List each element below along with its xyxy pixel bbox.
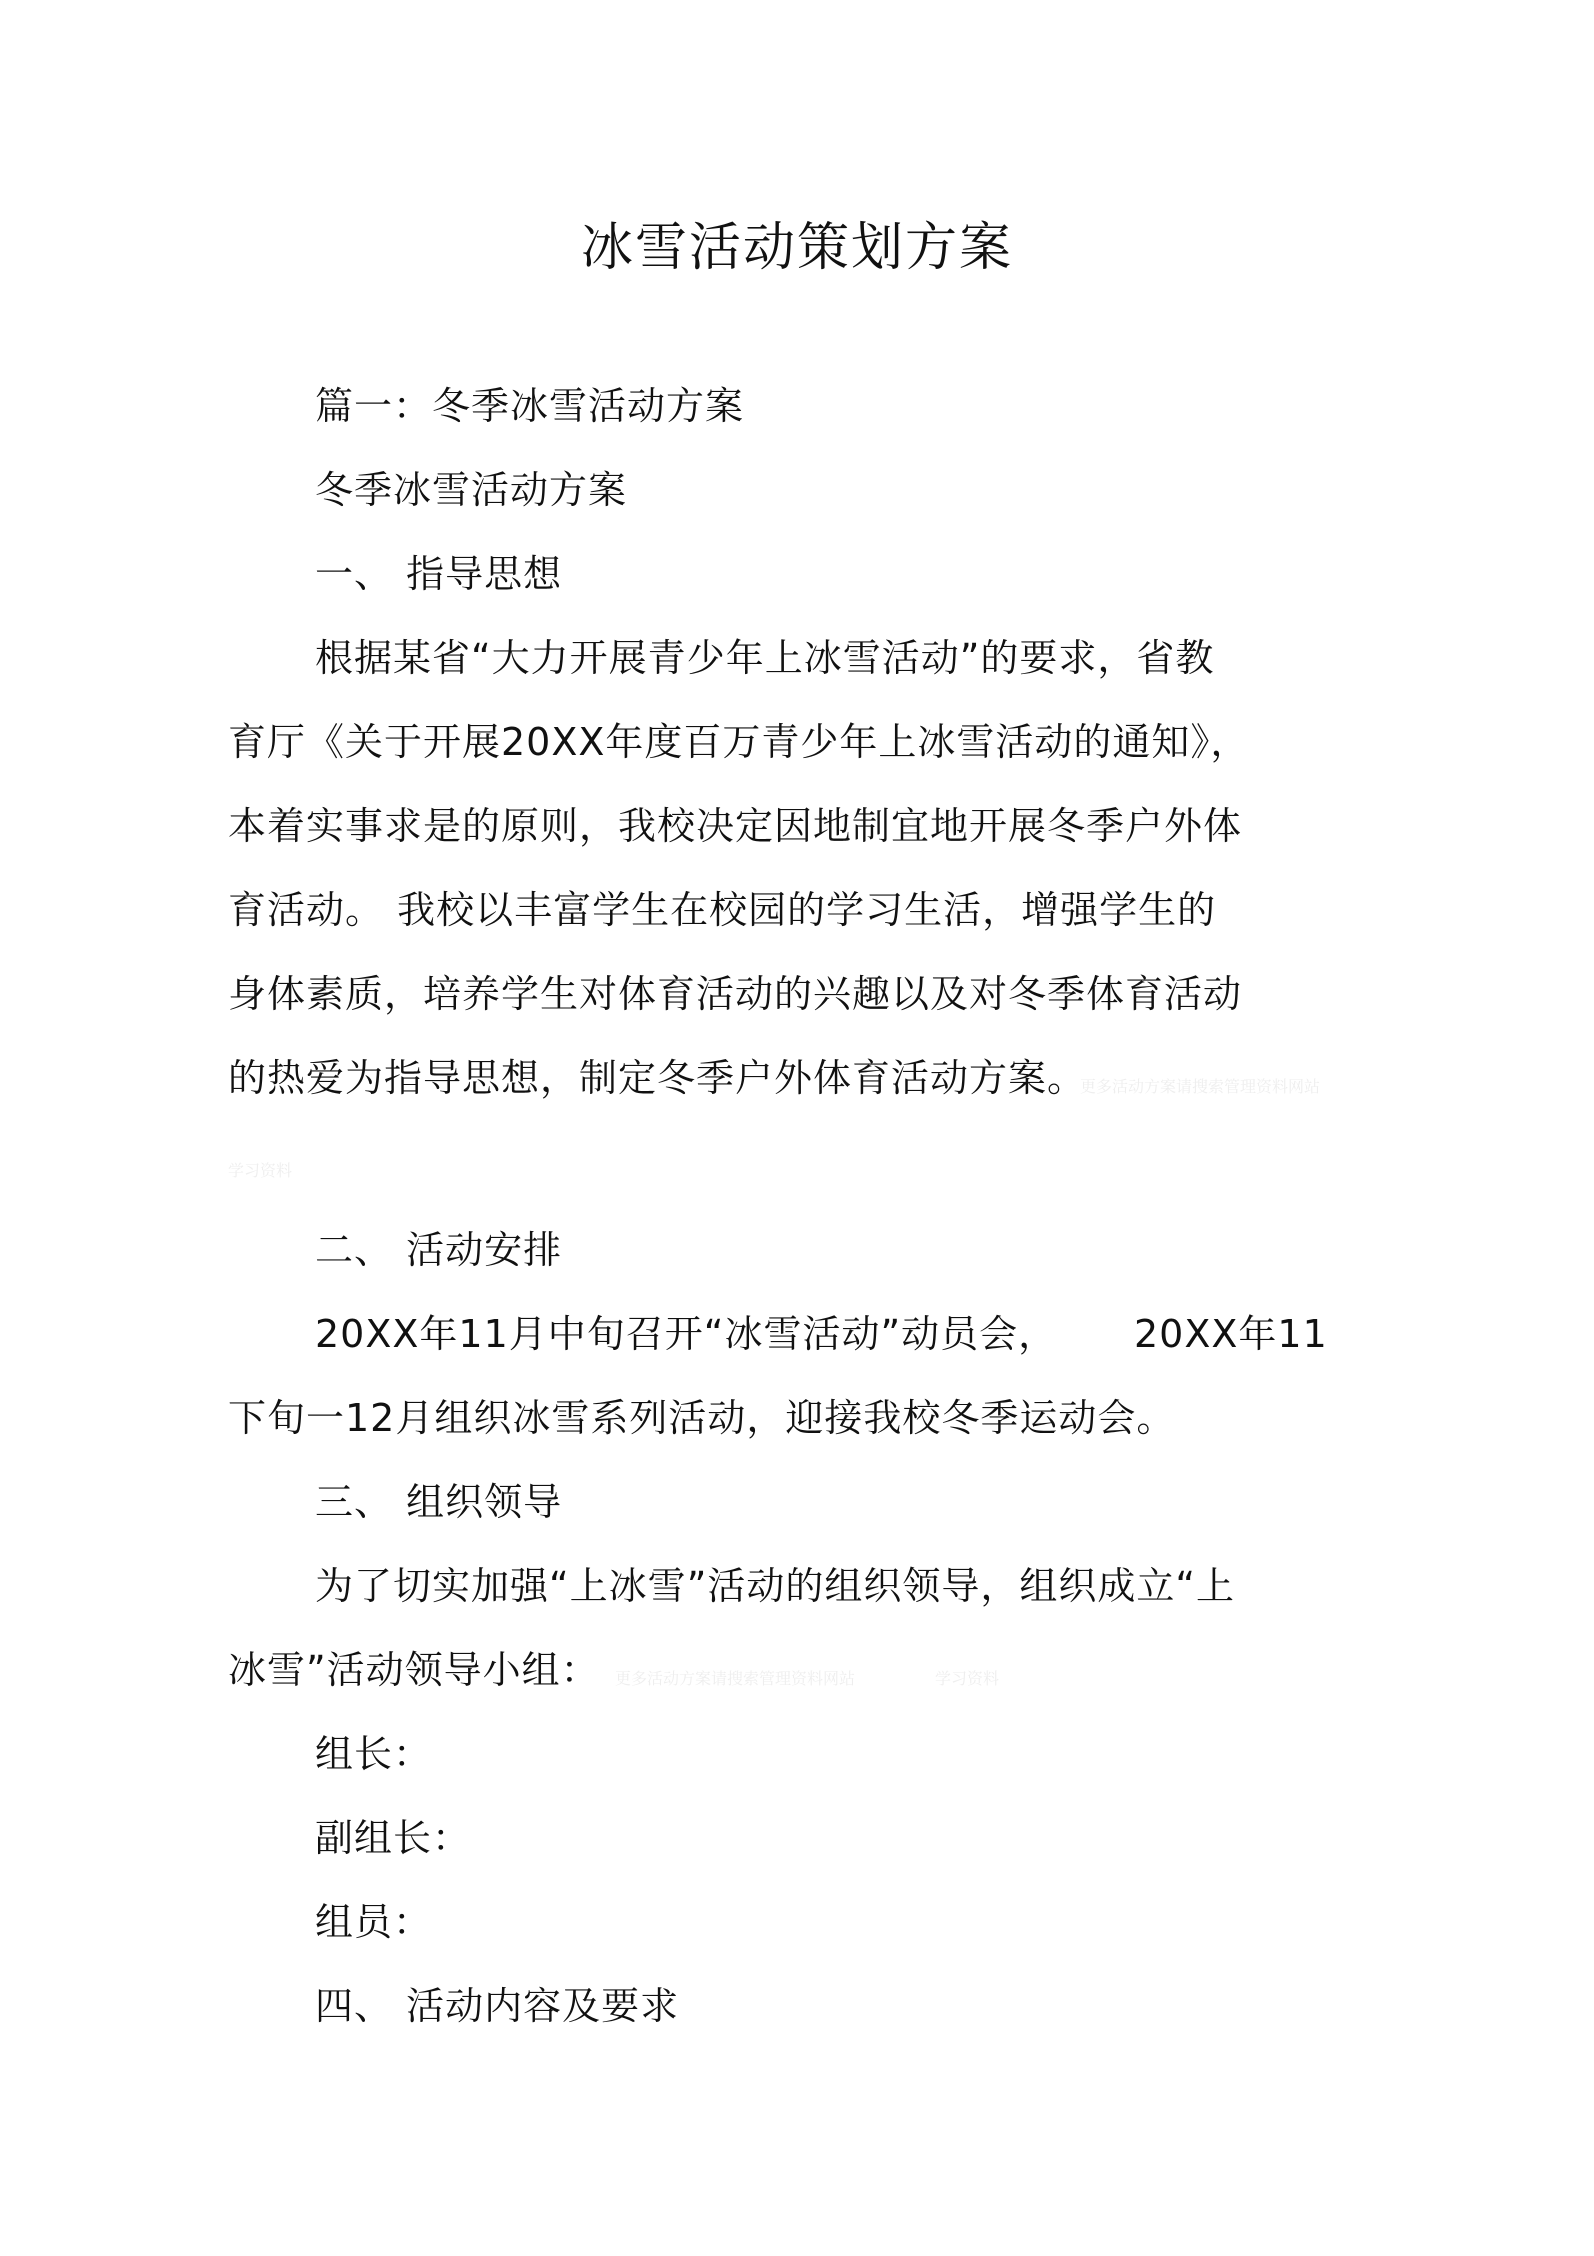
paragraph-line: 下旬一12月组织冰雪系列活动，迎接我校冬季运动会。 [228, 1396, 1176, 1440]
section-heading-organization: 三、 组织领导 [315, 1480, 563, 1524]
section-heading-part-one: 篇一：冬季冰雪活动方案 [315, 384, 745, 428]
document-title: 冰雪活动策划方案 [580, 218, 1013, 278]
paragraph-line: 身体素质，培养学生对体育活动的兴趣以及对冬季体育活动 [228, 972, 1243, 1016]
paragraph-line: 20XX年11月中旬召开“冰雪活动”动员会， [315, 1312, 1058, 1356]
members-label: 组员： [315, 1900, 433, 1944]
section-heading-guiding-thought: 一、 指导思想 [315, 552, 563, 596]
faint-watermark: 更多活动方案请搜索管理资料网站 [615, 1669, 856, 1688]
section-heading-activity-arrangement: 二、 活动安排 [315, 1228, 563, 1272]
faint-watermark: 更多活动方案请搜索管理资料网站 [1080, 1077, 1321, 1096]
section-heading-content-requirements: 四、 活动内容及要求 [315, 1984, 680, 2028]
paragraph-line-right: 20XX年11 [1134, 1312, 1328, 1356]
paragraph-line: 为了切实加强“上冰雪”活动的组织领导，组织成立“上 [315, 1564, 1236, 1608]
paragraph-line: 育厅《关于开展20XX年度百万青少年上冰雪活动的通知》， [228, 720, 1250, 764]
paragraph-line: 冰雪”活动领导小组： [228, 1648, 600, 1692]
subtitle: 冬季冰雪活动方案 [315, 468, 628, 512]
deputy-leader-label: 副组长： [315, 1816, 472, 1860]
paragraph-line: 本着实事求是的原则，我校决定因地制宜地开展冬季户外体 [228, 804, 1243, 848]
faint-watermark: 学习资料 [935, 1669, 1000, 1688]
paragraph-line: 根据某省“大力开展青少年上冰雪活动”的要求，省教 [315, 636, 1215, 680]
faint-watermark: 学习资料 [228, 1161, 293, 1180]
paragraph-line: 育活动。 我校以丰富学生在校园的学习生活，增强学生的 [228, 888, 1217, 932]
paragraph-line: 的热爱为指导思想，制定冬季户外体育活动方案。 [228, 1056, 1087, 1100]
leader-label: 组长： [315, 1732, 433, 1776]
